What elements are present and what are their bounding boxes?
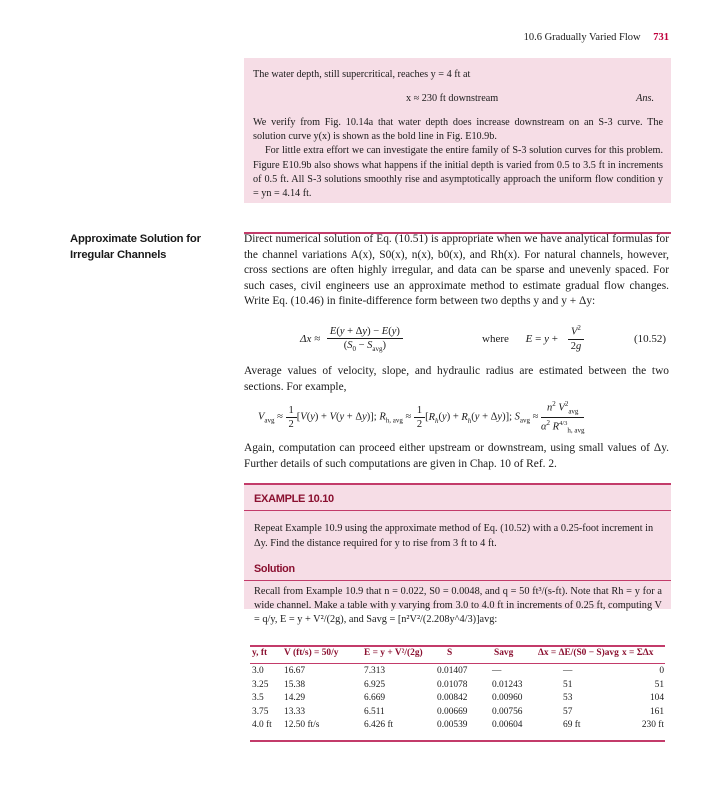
table-cell: 0.01243 [492, 679, 523, 690]
table-cell: 51 [563, 679, 573, 690]
equation-number: (10.52) [634, 333, 667, 345]
table-cell: 3.25 [252, 679, 269, 690]
table-cell: 13.33 [284, 706, 306, 717]
continuation-para-3: For little extra effort we can investigate the entire family of S-3 solution curves for this problem. Figure E10.9b also shows what happens if the initial depth is varied from 0.5 to 3.5 ft in increments of 0.5 ft. All S-3 solutions smoothly rise and asymptotically approach the uniform flow condition y = yn = 4.14 ft. [253, 145, 663, 200]
table-cell: 14.29 [284, 693, 306, 703]
table-cell: 53 [563, 693, 573, 703]
solution-title: Solution [254, 563, 295, 575]
heading-line-1: Approximate Solution for [70, 233, 201, 245]
table-cell: 0.00756 [492, 706, 523, 717]
table-cell: 15.38 [284, 679, 306, 690]
table-header-y: y, ft [252, 648, 268, 658]
equation-10-52: Δx ≈ $\frac{E(y + \Delta y) - E(y)}{(S_0 - S_{avg})}$ [300, 326, 403, 353]
example-problem: Repeat Example 10.9 using the approximate method of Eq. (10.52) with a 0.25-foot increment in Δy. Find the distance required for y to rise from 3 ft to 4 ft. [254, 523, 654, 549]
continuation-paragraphs [253, 116, 663, 201]
table-cell: 7.313 [364, 666, 386, 676]
body-para-2: Average values of velocity, slope, and hydraulic radius are estimated between the two sections. For example, [244, 365, 669, 393]
continuation-para-1: The water depth, still supercritical, reaches y = 4 ft at [253, 69, 471, 80]
table-header-savg: Savg [494, 648, 514, 658]
body-para-1: Direct numerical solution of Eq. (10.51) is appropriate when we have analytical formulas for the channel variations A(x), S0(x), n(x), b0(x), and Rh(x). For natural channels, however, cross sections are often highly irregular, and data can be sparse and unevenly spaced. For such cases, civil engineers use an approximate method to estimate gradual flow changes. Write Eq. (10.46) in finite-difference form between two depths y and y + Δy: [244, 233, 669, 308]
table-bottom-rule [250, 740, 665, 742]
where-text: where [482, 333, 509, 345]
table-row [252, 693, 664, 706]
table-header-e: E = y + V²/(2g) [364, 648, 423, 658]
table-row [252, 707, 664, 720]
answer-equation: x ≈ 230 ft downstream [406, 93, 499, 104]
energy-fraction: $\frac{V^2}{2g}$ [568, 324, 584, 352]
table-row [252, 666, 664, 679]
heading-line-2: Irregular Channels [70, 249, 167, 261]
table-cell: 104 [649, 693, 664, 703]
section-title: 10.6 Gradually Varied Flow [523, 32, 641, 43]
table-cell: 6.925 [364, 679, 386, 690]
table-cell: 6.426 ft [364, 720, 394, 730]
example-title-rule [244, 510, 671, 511]
table-cell: 6.511 [364, 706, 385, 717]
table-cell: — [492, 666, 502, 676]
table-cell: 0 [659, 666, 664, 676]
example-title: EXAMPLE 10.10 [254, 493, 334, 505]
table-row [252, 720, 664, 733]
continuation-para-2: We verify from Fig. 10.14a that water depth does increase downstream on an S-3 curve. The solution curve y(x) is shown as the bold line in Fig. E10.9b. [253, 117, 663, 143]
table-header-rule [250, 663, 665, 664]
table-top-rule [250, 645, 665, 647]
average-formulas: $V_{avg}$ ≈ $\frac{1}{2}$ [V(y) + V(y + Δy)]; $R_{h, avg}$ ≈ $\frac{1}{2}$ $[R_h(y) + R_h(y + \Delta y)]$; $S_{avg}$ ≈ $\frac{n^2 V^2_{avg}}{\alpha^2 R^{4/3}_{h, avg}}$ [258, 400, 585, 435]
example-continuation-box [244, 58, 671, 203]
table-header-s: S [447, 648, 453, 658]
table-header-v: V (ft/s) = 50/y [284, 648, 339, 658]
solution-text: Recall from Example 10.9 that n = 0.022, S0 = 0.0048, and q = 50 ft³/(s-ft). Note that Rh = y for a wide channel. Make a table with y varying from 3.0 to 4.0 ft in increments of 0.25 ft, computing V = q/y, E = y + V²/(2g), and Savg = [n²V²/(2.208y^4/3)]avg: [254, 586, 662, 625]
example-top-rule [244, 483, 671, 485]
table-cell: 4.0 ft [252, 720, 272, 730]
equation-where: where E = y + [482, 333, 558, 345]
page-number: 731 [653, 32, 669, 43]
table-cell: 0.00539 [437, 720, 468, 730]
body-para-3: Again, computation can proceed either upstream or downstream, using small values of Δy. Further details of such computations are given in Chap. 10 of Ref. 2. [244, 442, 669, 470]
table-cell: 6.669 [364, 693, 386, 703]
section-heading [70, 231, 201, 263]
running-header [524, 32, 669, 43]
table-header-row [252, 648, 664, 662]
table-cell: 51 [654, 679, 664, 690]
table-header-dx: Δx = ΔE/(S0 − S)avg [538, 648, 619, 658]
table-cell: 69 ft [563, 720, 581, 730]
table-header-x: x = ΣΔx [622, 648, 654, 658]
table-cell: 3.5 [252, 693, 264, 703]
table-cell: 0.00669 [437, 706, 468, 717]
table-cell: 0.00604 [492, 720, 523, 730]
table-cell: — [563, 666, 573, 676]
table-cell: 230 ft [641, 720, 664, 730]
table-cell: 12.50 ft/s [284, 720, 320, 730]
table-cell: 0.01407 [437, 666, 468, 676]
table-cell: 3.0 [252, 666, 264, 676]
table-cell: 0.00842 [437, 693, 468, 703]
answer-label: Ans. [636, 93, 654, 104]
table-cell: 0.01078 [437, 679, 468, 690]
table-row [252, 680, 664, 693]
solution-title-rule [244, 580, 671, 581]
table-cell: 57 [563, 706, 573, 717]
table-cell: 3.75 [252, 706, 269, 717]
table-cell: 16.67 [284, 666, 306, 676]
table-cell: 0.00960 [492, 693, 523, 703]
table-cell: 161 [649, 706, 664, 717]
